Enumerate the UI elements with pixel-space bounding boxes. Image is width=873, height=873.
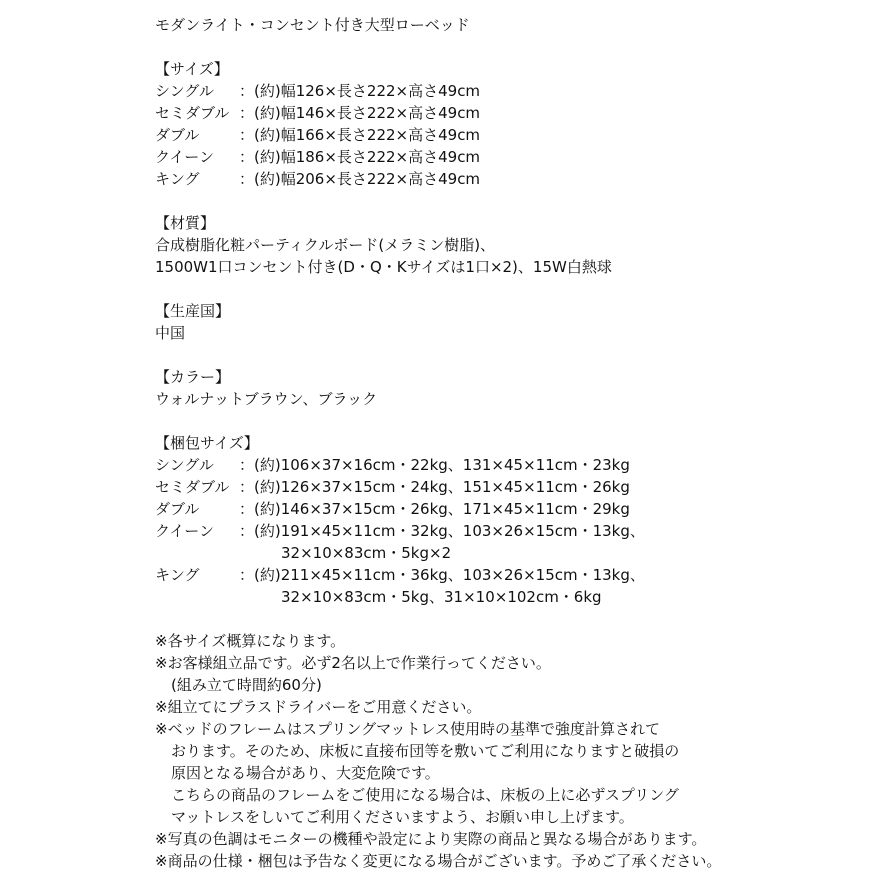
size-row (155, 124, 855, 146)
product-spec-document (155, 14, 855, 872)
package-value: ：(約)191×45×11cm・32kg、103×26×15cm・13kg、 (239, 522, 645, 540)
package-continuation: 32×10×83cm・5kg、31×10×102cm・6kg (281, 588, 602, 606)
size-label: キング (155, 170, 200, 188)
package-row (155, 498, 855, 520)
package-label: シングル (155, 456, 214, 474)
spacer (155, 278, 855, 300)
size-label: クイーン (155, 148, 214, 166)
note-line: ※各サイズ概算になります。 (155, 632, 346, 650)
package-label: クイーン (155, 522, 214, 540)
package-label: ダブル (155, 500, 200, 518)
package-continuation: 32×10×83cm・5kg×2 (281, 544, 452, 562)
note-continuation: こちらの商品のフレームをご使用になる場合は、床板の上に必ずスプリング (171, 786, 679, 804)
note-line: ※お客様組立品です。必ず2名以上で作業行ってください。 (155, 654, 551, 672)
size-row (155, 168, 855, 190)
size-heading: 【サイズ】 (155, 60, 229, 78)
package-row (155, 520, 855, 542)
note-continuation: 原因となる場合があり、大変危険です。 (171, 764, 440, 782)
product-title: モダンライト・コンセント付き大型ローベッド (155, 16, 470, 34)
size-row (155, 80, 855, 102)
spacer (155, 190, 855, 212)
material-heading: 【材質】 (155, 214, 216, 232)
note-line: ※ベッドのフレームはスプリングマットレス使用時の基準で強度計算されて (155, 720, 661, 738)
spacer (155, 344, 855, 366)
size-value: ：(約)幅186×長さ222×高さ49cm (239, 148, 481, 166)
note-line: ※組立てにプラスドライバーをご用意ください。 (155, 698, 482, 716)
size-label: シングル (155, 82, 214, 100)
material-line: 1500W1口コンセント付き(D・Q・Kサイズは1口×2)、15W白熱球 (155, 258, 612, 276)
note-continuation: マットレスをしいてご利用くださいますよう、お願い申し上げます。 (171, 808, 634, 826)
size-label: セミダブル (155, 104, 230, 122)
package-row (155, 454, 855, 476)
package-row (155, 476, 855, 498)
color-heading: 【カラー】 (155, 368, 231, 386)
package-heading: 【梱包サイズ】 (155, 434, 259, 452)
package-row (155, 564, 855, 586)
package-value: ：(約)146×37×15cm・26kg、171×45×11cm・29kg (239, 500, 630, 518)
color-value: ウォルナットブラウン、ブラック (155, 390, 378, 408)
package-label: セミダブル (155, 478, 230, 496)
note-continuation: (組み立て時間約60分) (171, 676, 322, 694)
size-label: ダブル (155, 126, 200, 144)
note-line: ※写真の色調はモニターの機種や設定により実際の商品と異なる場合があります。 (155, 830, 707, 848)
spacer (155, 608, 855, 630)
material-line: 合成樹脂化粧パーティクルボード(メラミン樹脂)、 (155, 236, 496, 254)
package-value: ：(約)106×37×16cm・22kg、131×45×11cm・23kg (239, 456, 630, 474)
size-value: ：(約)幅206×長さ222×高さ49cm (239, 170, 481, 188)
package-value: ：(約)211×45×11cm・36kg、103×26×15cm・13kg、 (239, 566, 645, 584)
size-value: ：(約)幅146×長さ222×高さ49cm (239, 104, 481, 122)
origin-value: 中国 (155, 324, 186, 342)
package-value: ：(約)126×37×15cm・24kg、151×45×11cm・26kg (239, 478, 630, 496)
size-row (155, 102, 855, 124)
size-value: ：(約)幅166×長さ222×高さ49cm (239, 126, 481, 144)
origin-heading: 【生産国】 (155, 302, 231, 320)
size-row (155, 146, 855, 168)
note-continuation: おります。そのため、床板に直接布団等を敷いてご利用になりますと破損の (171, 742, 680, 760)
size-value: ：(約)幅126×長さ222×高さ49cm (239, 82, 481, 100)
package-label: キング (155, 566, 200, 584)
spacer (155, 410, 855, 432)
note-line: ※商品の仕様・梱包は予告なく変更になる場合がございます。予めご了承ください。 (155, 852, 722, 870)
